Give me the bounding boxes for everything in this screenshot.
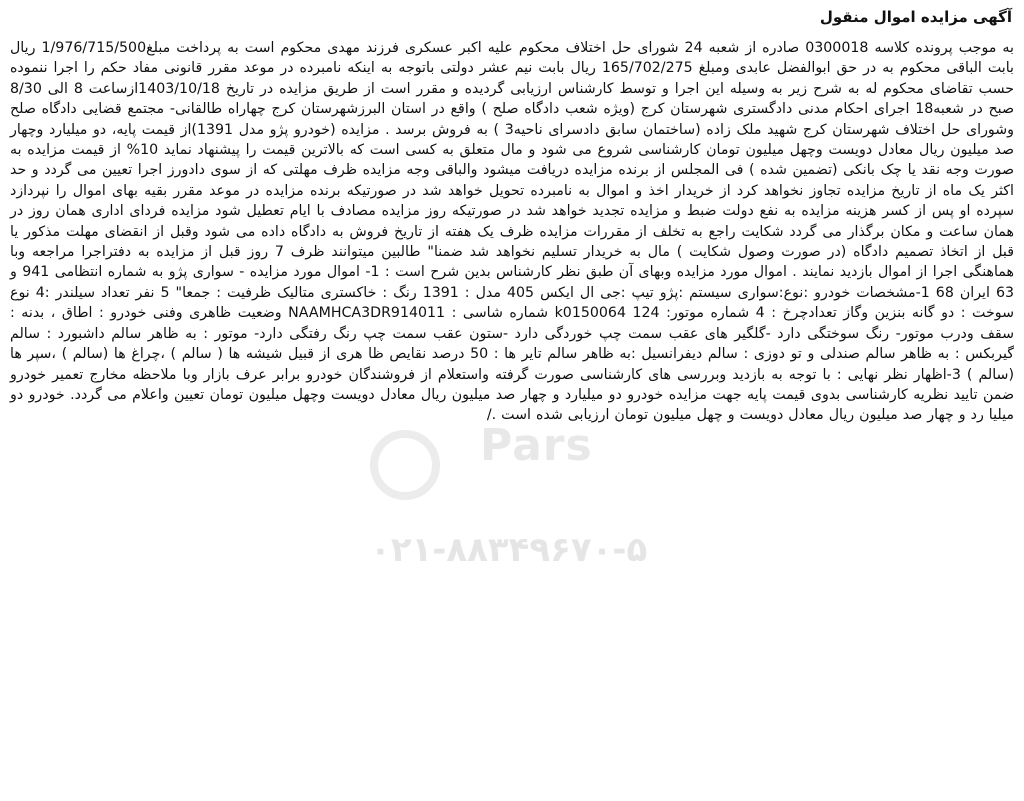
watermark-brand: Pars — [480, 420, 593, 471]
notice-body: به موجب پرونده کلاسه 0300018 صادره از شعبه 24 شورای حل اختلاف محکوم علیه اکبر عسکری فرزند مهدی محکوم است به پرداخت مبلغ1/976/715/500 ریال بابت الباقی محکوم به در حق ابوالفضل عابدی ومبلغ 165/702/275 ریال بابت نیم عشر دولتی باتوجه به اینکه نامبرده در موعد مقرر قانونی مفاد حکم را اجرا ننموده حسب تقاضای محکوم له به شرح زیر به وسیله این اجرا و توسط کارشناس ارزیابی گردیده و مقرر است از طریق مزایده در تاریخ 1403/10/18ازساعت 8 الی 8/30 صبح در شعبه18 اجرای احکام مدنی دادگستری شهرستان کرج (ویژه شعب دادگاه صلح ) واقع در استان البرزشهرستان کرج چهاراه طالقانی- مجتمع قضایی دادگاه صلح وشورای حل اختلاف شهرستان کرج شهید ملک زاده (ساختمان سابق دادسرای ناحیه3 ) به فروش برسد . مزایده (خودرو پژو مدل 1391)از قیمت پایه، دو میلیارد وچهار صد میلیون ریال معادل دویست وچهل میلیون تومان کارشناسی شروع می شود و مال متعلق به کسی است که بالاترین قیمت را پیشنهاد نماید 10% از قیمت مزایده به صورت وجه نقد یا چک بانکی (تضمین شده ) فی المجلس از برنده مزایده دریافت میشود والباقی وجه مزایده ظرف مهلتی که از سوی دادورز اجرا تعیین می گردد و حد اکثر یک ماه از تاریخ مزایده تجاوز نخواهد کرد از خریدار اخذ و اموال به نامبرده تحویل خواهد شد در صورتیکه برنده مزایده در موعد مقرر بقیه بهای اموال را نپردازد سپرده او پس از کسر هزینه مزایده به نفع دولت ضبط و مزایده تجدید خواهد شد در صورتیکه روز مزایده مصادف با ایام تعطیل شود مزایده فردای اداری همان روز در همان ساعت و مکان برگذار می گردد شکایت راجع به تخلف از مقررات مزایده ظرف یک هفته از تاریخ فروش به دادگاه داده می شود وقبل از انقضای مهلت مذکور یا قبل از اتخاذ تصمیم دادگاه (در صورت وصول شکایت ) مال به خریدار تسلیم نخواهد شد ضمنا" طالبین میتوانند ظرف 7 روز قبل از مزایده به دفتراجرا مراجعه وبا هماهنگی اجرا از اموال بازدید نمایند . اموال مورد مزایده وبهای آن طبق نظر کارشناس بدین شرح است : 1- اموال مورد مزایده - سواری پژو به شماره انتظامی 941 و 63 ایران 68 1-مشخصات خودرو :نوع:سواری سیستم :پژو تیپ :جی ال ایکس 405 مدل : 1391 رنگ : خاکستری متالیک ظرفیت : جمعا" 5 نفر تعداد سیلندر :4 نوع سوخت : دو گانه بنزین وگاز تعدادچرخ : 4 شماره موتور: k0150064 124 شماره شاسی : NAAMHCA3DR914011 وضعیت ظاهری وفنی خودرو : اطاق ، بدنه : سقف ودرب موتور- رنگ سوختگی دارد -گلگیر های عقب سمت چپ خوردگی دارد -ستون عقب سمت چپ رنگ رفتگی دارد- موتور : به ظاهر سالم داشبورد : سالم گیربکس : به ظاهر سالم صندلی و تو دوزی : سالم دیفرانسیل :به ظاهر سالم تایر ها : 50 درصد نقایص ظا هری از قبیل شیشه ها ( سالم ) ،چراغ ها (سالم ) ،سپر ها (سالم ) 3-اظهار نظر نهایی : با توجه به بازدید وبررسی های کارشناسی صورت گرفته واستعلام از فروشندگان خودرو برابر عرف بازار وبا ملاحظه مخارج تعمیر خودرو ضمن تایید نظریه کارشناسی بدوی قیمت پایه جهت مزایده خودرو دو میلیارد و چهار صد میلیون ریال معادل دویست وچهل میلیون تومان تعیین واعلام می گردد. خودرو دو میلیا رد و چهار صد میلیون ریال معادل دویست و چهل میلیون تومان ارزیابی شده است ./ — [10, 40, 1015, 424]
watermark-logo-icon — [370, 430, 440, 500]
watermark-phone: ۰۲۱-۸۸۳۴۹۶۷۰-۵ — [370, 530, 648, 570]
notice-title: آگهی مزایده اموال منقول — [819, 8, 1012, 26]
watermark — [330, 420, 670, 600]
